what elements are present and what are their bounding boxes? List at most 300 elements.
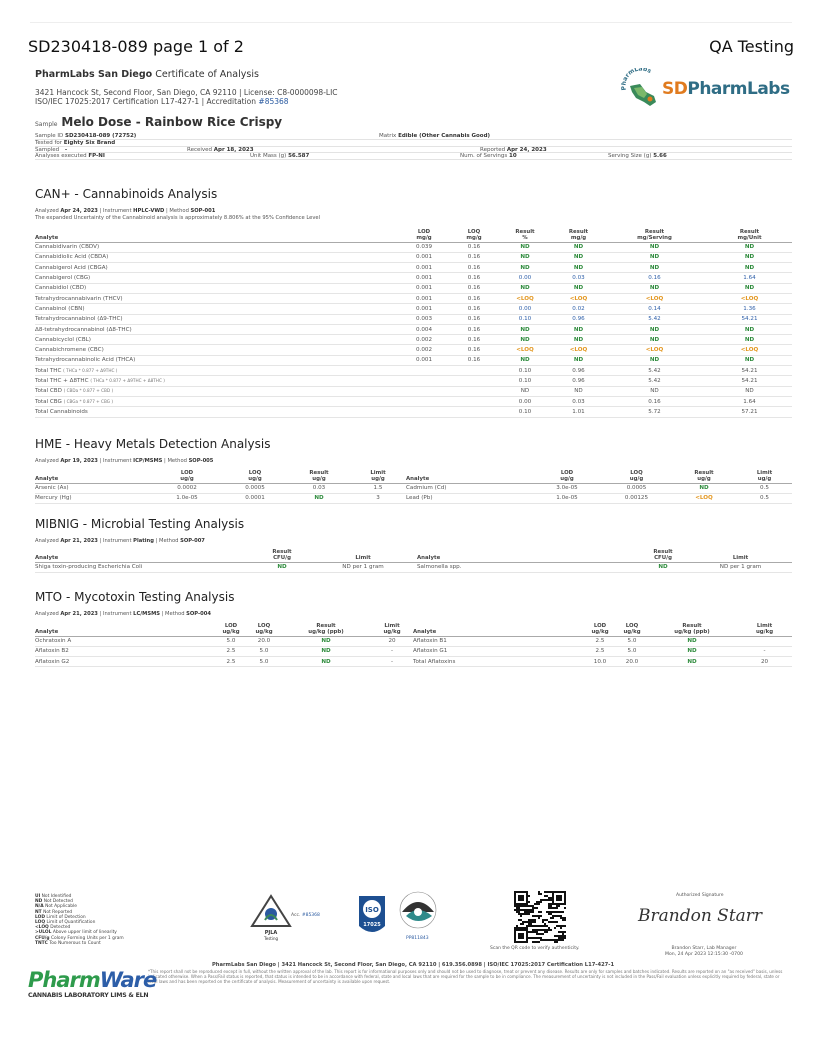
cell-value: 5.0 <box>617 646 647 656</box>
analyte-name: Cannabinol (CBN) <box>35 304 395 314</box>
cell-value: 5.0 <box>215 636 247 646</box>
disclaimer: *This report shall not be reproduced except in full, without the written approval of the lab. This report is for informational purposes only and should not be used to diagnose, treat or prevent any disease. Results are only for samples and batches indicated. Results are reported on an "as received" basis, unless indicated otherwise. When a Pass/Fail status is reported, that status is intended to be in accordance with federal, state and local laws that are required for the sample to be in compliance. The measurement of uncertainty is not included in the Pass/Fail evaluation unless explicitly required by federal, state or local laws and has been reported on the certificate of analysis. Measurement of uncertainty is available upon request. <box>148 969 783 984</box>
cell-value: 0.003 <box>395 314 453 324</box>
micro-table <box>35 546 792 573</box>
cell-value: 0.002 <box>395 335 453 345</box>
signature-caption: Authorized Signature <box>676 893 724 898</box>
lab-address <box>35 88 338 106</box>
column-header: Result % <box>515 228 535 241</box>
total-label: Total THC + Δ8THC ( THCa * 0.877 + Δ9THC + Δ8THC ) <box>35 376 395 386</box>
analyte-name: Arsenic (As) <box>35 483 152 493</box>
cell-empty <box>453 376 495 386</box>
table-row <box>35 283 792 293</box>
logo-sd: SD <box>662 79 688 99</box>
cell-value: ND <box>495 335 555 345</box>
cell-value: 54.21 <box>707 366 792 376</box>
cell-value: ND <box>707 263 792 273</box>
sample-name: Melo Dose - Rainbow Rice Crispy <box>61 115 283 129</box>
cell-value: 0.10 <box>495 376 555 386</box>
cell-value: 0.0005 <box>602 483 671 493</box>
legend-abbr: LOD <box>35 914 46 920</box>
column-header: LOD ug/kg <box>591 622 609 635</box>
pharmware-tagline: CANNABIS LABORATORY LIMS & ELN <box>28 992 149 999</box>
cell-empty <box>453 407 495 417</box>
cell-value: 0.001 <box>395 263 453 273</box>
qr-caption: Scan the QR code to verify authenticity. <box>490 946 580 951</box>
metals-analyzed: Analyzed Apr 19, 2023 | Instrument ICP/MSMS | Method SOP-005 <box>35 458 214 464</box>
cell-empty <box>395 407 453 417</box>
cell-value: ND <box>602 324 707 334</box>
cell-value: ND <box>495 263 555 273</box>
total-row <box>35 396 792 406</box>
column-header: LOQ ug/g <box>629 469 644 482</box>
legend-desc: Colony Forming Units per 1 gram <box>49 935 124 941</box>
legend-abbr: NT <box>35 909 42 915</box>
column-header: LOQ mg/g <box>466 228 482 241</box>
cell-value: 0.00 <box>495 304 555 314</box>
total-row <box>35 386 792 396</box>
column-header: Analyte <box>35 628 59 635</box>
cell-value: 0.16 <box>453 335 495 345</box>
cell-value: 57.21 <box>707 407 792 417</box>
column-header: Result ug/g <box>694 469 714 482</box>
total-row <box>35 376 792 386</box>
column-header: LOD ug/kg <box>222 622 240 635</box>
cell-value: ND <box>707 252 792 262</box>
meta-row <box>35 133 792 140</box>
cell-value: 0.03 <box>555 273 602 283</box>
meta-row <box>35 153 792 160</box>
metals-table <box>35 466 792 504</box>
cell-value: 2.5 <box>583 636 617 646</box>
doc-type: Certificate of Analysis <box>155 69 259 80</box>
myco-analyzed: Analyzed Apr 21, 2023 | Instrument LC/MSMS | Method SOP-004 <box>35 611 211 617</box>
legend-abbr: N/A <box>35 904 44 910</box>
seal-icon <box>398 890 438 934</box>
cell-value: 20.0 <box>617 657 647 667</box>
logo-arc-text: PharmLabs <box>620 68 653 91</box>
cell-value: 5.0 <box>247 657 281 667</box>
pharmware-wordmark: PharmWare <box>28 968 157 992</box>
cell-value: <LOQ <box>602 293 707 303</box>
cell-value: 0.10 <box>495 366 555 376</box>
cell-value: ND <box>495 252 555 262</box>
cell-value: <LOQ <box>495 293 555 303</box>
pjla-sub: Testing <box>263 936 279 941</box>
cell-value: <LOQ <box>495 345 555 355</box>
cell-value <box>737 636 792 646</box>
cell-value: 0.16 <box>453 304 495 314</box>
pjla-logo <box>246 892 296 942</box>
cell-value: 20 <box>371 636 413 646</box>
total-row <box>35 407 792 417</box>
column-header: Result ug/kg (ppb) <box>308 622 344 635</box>
iso-number: 17025 <box>363 922 381 928</box>
accreditation-number: Acc. #85368 <box>291 913 320 918</box>
analyses-executed: Analyses executed FP-NI <box>35 153 105 160</box>
qr-code[interactable] <box>514 891 566 943</box>
cell-value: ND <box>647 636 737 646</box>
table-row <box>35 636 792 646</box>
column-header: Analyte <box>406 475 430 482</box>
column-header: Result ug/kg (ppb) <box>674 622 710 635</box>
legend-abbr: ND <box>35 899 43 905</box>
cell-value: 0.039 <box>395 242 453 252</box>
total-label: Total CBD ( CBDa * 0.877 + CBD ) <box>35 386 395 396</box>
certification-seal <box>398 890 438 934</box>
cell-value: <LOQ <box>671 493 737 503</box>
column-header: LOD ug/g <box>560 469 574 482</box>
cell-value: 0.03 <box>555 396 602 406</box>
column-header: Result ug/g <box>309 469 329 482</box>
sample-heading <box>35 115 282 129</box>
legend-desc: Too Numerous to Count <box>47 940 101 946</box>
analyte-name: Aflatoxin B2 <box>35 646 215 656</box>
cannabinoids-table <box>35 224 792 418</box>
cell-value: ND <box>707 283 792 293</box>
signer-name: Brandon Starr, Lab Manager <box>671 946 737 951</box>
table-row <box>35 355 792 365</box>
cell-value: ND <box>707 355 792 365</box>
cell-value: 0.16 <box>602 396 707 406</box>
analyte-name: Cannabicyclol (CBL) <box>35 335 395 345</box>
cell-value: ND <box>602 263 707 273</box>
cell-value: 2.5 <box>215 657 247 667</box>
column-header: Result mg/Serving <box>637 228 672 241</box>
meta-row <box>35 147 792 154</box>
cell-value: 1.36 <box>707 304 792 314</box>
legend-item <box>35 941 124 946</box>
tested-for: Tested for Eighty Six Brand <box>35 139 116 146</box>
legend-abbr: TNTC <box>35 940 48 946</box>
cell-value: 0.16 <box>453 263 495 273</box>
column-header: Limit <box>355 554 371 561</box>
cell-value: ND per 1 gram <box>689 562 792 572</box>
micro-analyzed: Analyzed Apr 21, 2023 | Instrument Plating | Method SOP-007 <box>35 538 205 544</box>
cell-value: 0.001 <box>395 304 453 314</box>
cell-value: ND <box>281 636 371 646</box>
table-row <box>35 345 792 355</box>
table-row <box>35 242 792 252</box>
legend-abbr: >ULOL <box>35 930 52 936</box>
sample-meta <box>35 133 792 160</box>
sampled: Sampled - <box>35 146 68 153</box>
legend-abbr: <LOQ <box>35 925 49 931</box>
pharmware-logo <box>28 968 157 1002</box>
signature: Brandon Starr <box>638 906 763 926</box>
cell-value: ND <box>671 483 737 493</box>
cell-value: ND <box>555 252 602 262</box>
cell-value: 0.004 <box>395 324 453 334</box>
column-header: Limit ug/g <box>370 469 386 482</box>
cell-value: 0.16 <box>453 283 495 293</box>
cell-value: ND <box>555 324 602 334</box>
cell-value: 0.16 <box>453 345 495 355</box>
table-row <box>35 335 792 345</box>
cell-value: 5.72 <box>602 407 707 417</box>
reported: Reported Apr 24, 2023 <box>480 146 547 153</box>
cell-value: 0.14 <box>602 304 707 314</box>
cell-value: ND <box>637 562 689 572</box>
accreditation-link[interactable]: #85368 <box>258 97 289 106</box>
analyte-name: Cannabidiolic Acid (CBDA) <box>35 252 395 262</box>
column-header: Result CFU/g <box>272 548 292 561</box>
california-map-icon <box>620 68 664 110</box>
legend-desc: Not Identified <box>40 894 72 899</box>
column-header: Result mg/g <box>568 228 589 241</box>
address-line: 3421 Hancock St, Second Floor, San Diego, CA 92110 | License: C8-0000098-LIC <box>35 88 338 97</box>
column-header: Limit ug/g <box>756 469 773 482</box>
cell-value: ND <box>495 283 555 293</box>
cell-value: 5.0 <box>617 636 647 646</box>
analyte-name: Tetrahydrocannabinol (Δ9-THC) <box>35 314 395 324</box>
cell-value: 0.16 <box>453 324 495 334</box>
total-formula: ( CBGa * 0.877 + CBG ) <box>63 398 113 404</box>
cell-value: ND <box>281 657 371 667</box>
iso-badge <box>357 894 387 938</box>
analyte-name: Lead (Pb) <box>406 493 532 503</box>
total-label: Total THC ( THCa * 0.877 + Δ9THC ) <box>35 366 395 376</box>
cell-value: ND <box>281 646 371 656</box>
table-row <box>35 493 792 503</box>
cell-value: ND <box>602 386 707 396</box>
lab-title <box>35 69 259 80</box>
iso-shield-icon <box>357 894 387 938</box>
cell-value: ND <box>707 335 792 345</box>
legend-abbr: LOQ <box>35 920 46 926</box>
cell-value: ND <box>495 324 555 334</box>
qr-code-icon <box>514 891 566 943</box>
cell-value: ND <box>555 242 602 252</box>
legend-desc: Not Reported <box>41 909 73 915</box>
legend-desc: Detected <box>48 925 71 931</box>
metals-title: HME - Heavy Metals Detection Analysis <box>35 437 271 451</box>
cell-value: 1.64 <box>707 273 792 283</box>
cell-value: ND <box>495 355 555 365</box>
cell-value: 0.16 <box>453 273 495 283</box>
cell-empty <box>395 396 453 406</box>
analyte-name: Tetrahydrocannabivarin (THCV) <box>35 293 395 303</box>
table-row <box>35 657 792 667</box>
cell-value: 0.00 <box>495 396 555 406</box>
cell-value: 0.002 <box>395 345 453 355</box>
total-formula: ( THCa * 0.877 + Δ9THC ) <box>63 367 118 373</box>
column-header: Limit ug/kg <box>383 622 401 635</box>
column-header: Limit ug/kg <box>755 622 774 635</box>
cell-value: ND <box>602 242 707 252</box>
analyte-name: Ochratoxin A <box>35 636 215 646</box>
logo-pharmlabs: PharmLabs <box>687 79 790 99</box>
cell-value: 20 <box>737 657 792 667</box>
analyte-name: Aflatoxin G1 <box>413 646 583 656</box>
table-row <box>35 273 792 283</box>
cell-value: 0.5 <box>737 483 792 493</box>
table-row <box>35 562 792 572</box>
cell-value: 1.0e-05 <box>532 493 602 503</box>
total-formula: ( THCa * 0.877 + Δ9THC + Δ8THC ) <box>90 378 165 383</box>
cell-value: 54.21 <box>707 314 792 324</box>
column-header: Result CFU/g <box>653 548 673 561</box>
myco-table <box>35 619 792 667</box>
sample-id: Sample ID SD230418-089 (72752) <box>35 133 137 139</box>
cell-empty <box>453 366 495 376</box>
cell-value: 0.16 <box>453 242 495 252</box>
logo-wordmark <box>662 79 790 99</box>
cell-value: 1.0e-05 <box>152 493 222 503</box>
analyte-name: Cannabichromene (CBC) <box>35 345 395 355</box>
cell-value: ND <box>555 283 602 293</box>
lab-footer-line: PharmLabs San Diego | 3421 Hancock St, Second Floor, San Diego, CA 92110 | 619.356.0898 | ISO/IEC 17025:2017 Certification L17-427-1 <box>212 962 615 968</box>
cell-value: <LOQ <box>602 345 707 355</box>
abbreviation-legend <box>35 894 124 946</box>
cell-value: 2.5 <box>215 646 247 656</box>
cell-value: 5.0 <box>247 646 281 656</box>
cell-value: ND <box>647 657 737 667</box>
cell-value: 0.16 <box>453 252 495 262</box>
report-id: SD230418-089 page 1 of 2 <box>28 37 244 56</box>
legend-abbr: UI <box>35 894 41 899</box>
received: Received Apr 18, 2023 <box>187 146 254 153</box>
lab-name: PharmLabs San Diego <box>35 69 153 80</box>
cell-value: 10.0 <box>583 657 617 667</box>
analyte-name: Salmonella spp. <box>417 562 637 572</box>
iso-line <box>35 97 338 106</box>
cell-value: - <box>737 646 792 656</box>
analyte-name: Aflatoxin G2 <box>35 657 215 667</box>
cell-value: ND per 1 gram <box>309 562 417 572</box>
cell-value: ND <box>555 263 602 273</box>
cell-value: ND <box>707 324 792 334</box>
cell-value: 0.001 <box>395 273 453 283</box>
cell-value: 0.001 <box>395 355 453 365</box>
total-label: Total Cannabinoids <box>35 407 395 417</box>
cell-value: ND <box>555 386 602 396</box>
cell-value: ND <box>602 355 707 365</box>
cell-empty <box>395 386 453 396</box>
analyte-name: Cadmium (Cd) <box>406 483 532 493</box>
table-row <box>35 263 792 273</box>
legend-abbr: CFU/g <box>35 935 50 941</box>
cell-value: 1.64 <box>707 396 792 406</box>
cell-value: 0.00125 <box>602 493 671 503</box>
pjla-triangle-icon <box>246 892 296 942</box>
analyte-name: Mercury (Hg) <box>35 493 152 503</box>
cell-value: 2.5 <box>583 646 617 656</box>
analyte-name: Shiga toxin-producing Escherichia Coli <box>35 562 255 572</box>
cell-value: ND <box>707 386 792 396</box>
cannabinoids-uncertainty: The expanded Uncertainty of the Cannabinoid analysis is approximately 8.806% at the 95% Confidence Level <box>35 215 321 221</box>
seal-id: PP811843 <box>406 936 429 941</box>
legend-desc: Above upper limit of linearity <box>51 930 117 936</box>
total-label: Total CBG ( CBGa * 0.877 + CBG ) <box>35 396 395 406</box>
column-header: Analyte <box>35 475 59 482</box>
micro-title: MIBNIG - Microbial Testing Analysis <box>35 517 245 531</box>
column-header: LOD ug/g <box>180 469 194 482</box>
cell-value: 5.42 <box>602 314 707 324</box>
meta-row <box>35 140 792 147</box>
cell-value: 0.001 <box>395 283 453 293</box>
table-row <box>35 252 792 262</box>
cell-value: ND <box>707 242 792 252</box>
cell-value: 0.001 <box>395 252 453 262</box>
cell-value: ND <box>555 335 602 345</box>
num-servings: Num. of Servings 10 <box>460 153 517 160</box>
total-formula: ( CBDa * 0.877 + CBD ) <box>63 388 114 394</box>
cell-value: - <box>371 657 413 667</box>
column-header: Analyte <box>35 554 59 561</box>
cell-value: 1.01 <box>555 407 602 417</box>
cell-value: 0.0002 <box>152 483 222 493</box>
sdpharmlabs-logo <box>620 68 792 110</box>
cannabinoids-analyzed: Analyzed Apr 24, 2023 | Instrument HPLC-VWD | Method SOP-001 <box>35 208 216 214</box>
column-header: Analyte <box>417 554 441 561</box>
table-row <box>35 304 792 314</box>
cell-value: ND <box>555 355 602 365</box>
cell-value: 0.96 <box>555 314 602 324</box>
sample-label: Sample <box>35 121 58 128</box>
analyte-name: Cannabigerol (CBG) <box>35 273 395 283</box>
serving-size: Serving Size (g) 5.66 <box>608 153 667 160</box>
cell-value: 3.0e-05 <box>532 483 602 493</box>
unit-mass: Unit Mass (g) 56.587 <box>250 153 310 160</box>
legend-desc: Not Detected <box>42 899 73 905</box>
cell-value: ND <box>288 493 350 503</box>
cannabinoids-title: CAN+ - Cannabinoids Analysis <box>35 187 218 201</box>
cell-value: 3 <box>350 493 406 503</box>
signer-block <box>665 946 743 957</box>
cell-value: ND <box>495 242 555 252</box>
cell-value: 0.001 <box>395 293 453 303</box>
cell-value: 0.5 <box>737 493 792 503</box>
cell-empty <box>453 386 495 396</box>
iso-prefix: ISO/IEC 17025:2017 Certification L17-427-1 | Accreditation <box>35 97 259 106</box>
cell-value: 0.10 <box>495 407 555 417</box>
iso-label: ISO <box>365 906 379 914</box>
cell-value: ND <box>647 646 737 656</box>
top-divider <box>30 22 792 23</box>
cell-value: 54.21 <box>707 376 792 386</box>
cell-value: ND <box>602 283 707 293</box>
column-header: LOD mg/g <box>416 228 432 241</box>
signed-at: Mon, 24 Apr 2023 12:15:30 -0700 <box>665 951 743 957</box>
column-header: Result mg/Unit <box>737 228 762 241</box>
cell-value: ND <box>255 562 309 572</box>
cell-value: <LOQ <box>707 345 792 355</box>
cell-value: ND <box>602 252 707 262</box>
total-row <box>35 366 792 376</box>
analyte-name: Aflatoxin B1 <box>413 636 583 646</box>
analyte-name: Δ8-tetrahydrocannabinol (Δ8-THC) <box>35 324 395 334</box>
table-row <box>35 293 792 303</box>
cell-empty <box>395 366 453 376</box>
cell-value: 0.16 <box>453 355 495 365</box>
cell-value: 0.16 <box>453 314 495 324</box>
cell-value: 0.00 <box>495 273 555 283</box>
cell-value: ND <box>495 386 555 396</box>
column-header: Limit <box>732 554 749 561</box>
cell-value: 0.0005 <box>222 483 288 493</box>
column-header: Analyte <box>413 628 437 635</box>
legend-desc: Limit of Quantification <box>45 920 96 926</box>
cell-value: <LOQ <box>555 293 602 303</box>
analyte-name: Total Aflatoxins <box>413 657 583 667</box>
analyte-name: Cannabidivarin (CBDV) <box>35 242 395 252</box>
cell-empty <box>453 396 495 406</box>
cell-value: 0.02 <box>555 304 602 314</box>
legend-desc: Not Applicable <box>43 904 78 910</box>
table-row <box>35 483 792 493</box>
column-header: LOQ ug/g <box>248 469 262 482</box>
